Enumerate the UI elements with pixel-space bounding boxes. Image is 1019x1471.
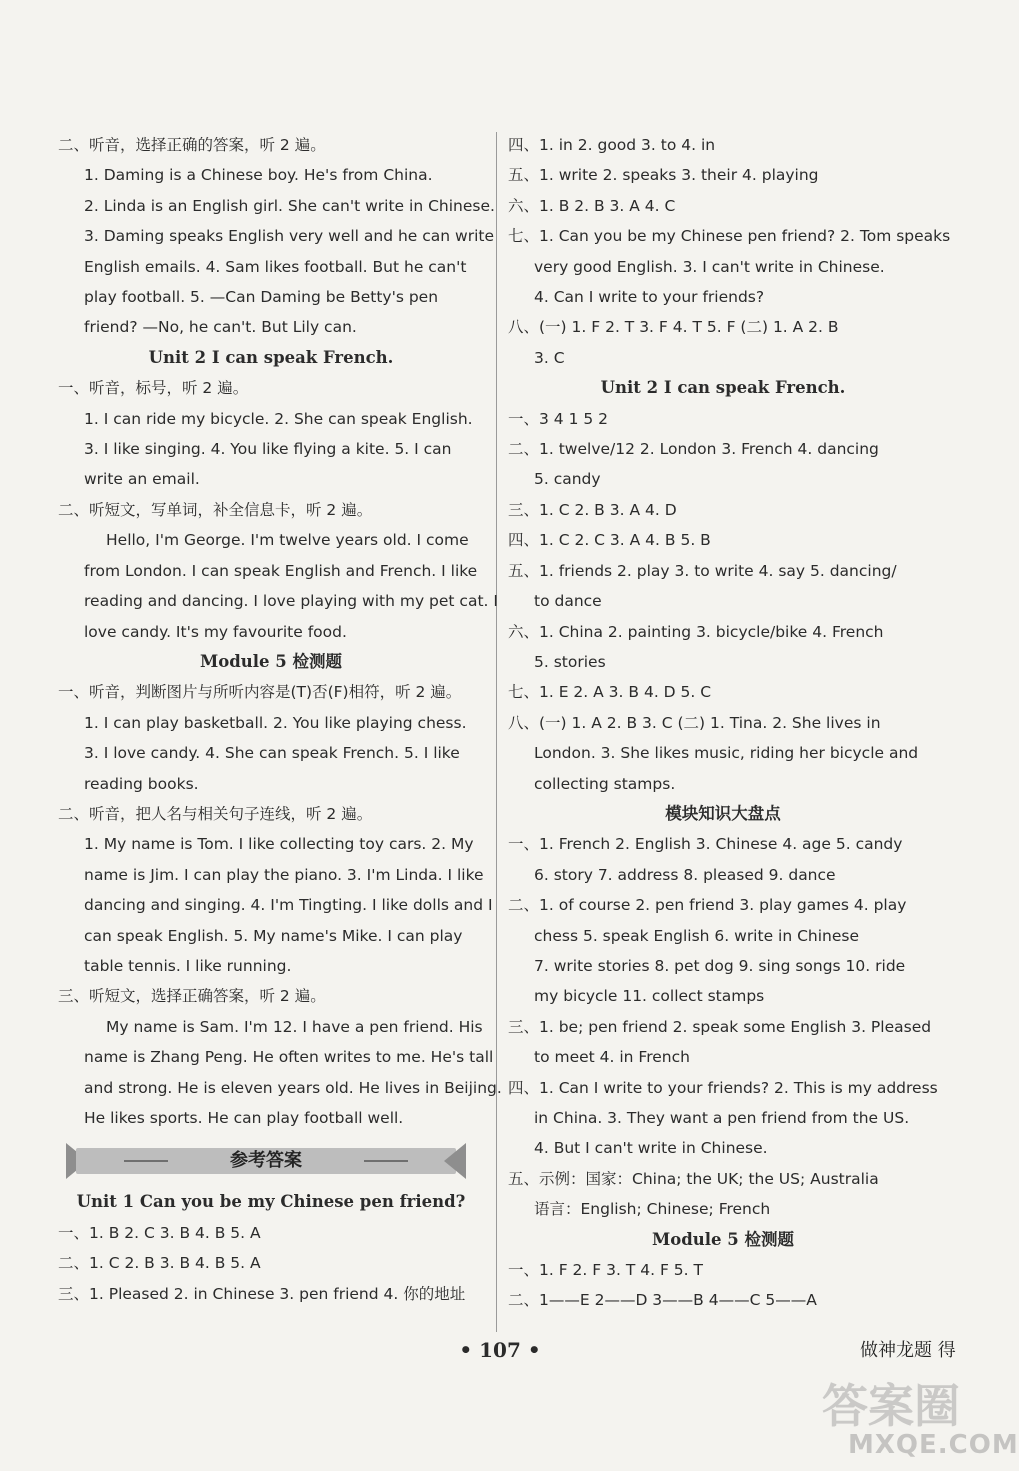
answer-line: 二、1. of course 2. pen friend 3. play games 4. play	[508, 896, 907, 915]
unit-title: Unit 1 Can you be my Chinese pen friend?	[76, 1192, 466, 1212]
text-line: English emails. 4. Sam likes football. But he can't	[84, 257, 467, 276]
text-line: dancing and singing. 4. I'm Tingting. I like dolls and I	[84, 896, 493, 915]
answer-line: 7. write stories 8. pet dog 9. sing songs 10. ride	[534, 956, 906, 975]
right-column	[508, 130, 951, 1316]
answer-line: 四、1. C 2. C 3. A 4. B 5. B	[508, 531, 711, 550]
answer-line: collecting stamps.	[534, 774, 676, 793]
answer-line: 3. C	[534, 348, 565, 367]
answer-line: 6. story 7. address 8. pleased 9. dance	[534, 865, 836, 884]
answer-line: 一、3 4 1 5 2	[508, 409, 609, 428]
text-line: love candy. It's my favourite food.	[84, 622, 347, 641]
left-column	[58, 130, 502, 1309]
answer-line: 三、1. C 2. B 3. A 4. D	[508, 500, 677, 519]
answer-line: 八、(一) 1. F 2. T 3. F 4. T 5. F (二) 1. A 2. B	[508, 318, 839, 337]
answer-line: 语言：English; Chinese; French	[534, 1200, 771, 1219]
answer-line: to meet 4. in French	[534, 1048, 690, 1067]
text-line: from London. I can speak English and French. I like	[84, 561, 478, 580]
answer-line: in China. 3. They want a pen friend from the US.	[534, 1109, 910, 1127]
text-line: reading and dancing. I love playing with my pet cat. I	[84, 592, 498, 611]
answer-line: very good English. 3. I can't write in Chinese.	[534, 257, 885, 276]
answer-line: 三、1. be; pen friend 2. speak some English 3. Pleased	[508, 1017, 932, 1036]
answer-line: 4. Can I write to your friends?	[534, 288, 765, 307]
answer-line: 三、1. Pleased 2. in Chinese 3. pen friend 4. 你的地址	[58, 1284, 466, 1303]
answer-line: 二、1. C 2. B 3. B 4. B 5. A	[58, 1254, 261, 1273]
unit-title: Unit 2 I can speak French.	[600, 378, 846, 398]
answer-line: 五、示例：国家：China; the UK; the US; Australia	[508, 1169, 879, 1188]
text-line: 1. I can ride my bicycle. 2. She can speak English.	[84, 409, 473, 428]
answer-line: 六、1. B 2. B 3. A 4. C	[508, 196, 676, 215]
text-line: My name is Sam. I'm 12. I have a pen friend. His	[106, 1017, 483, 1036]
text-line: 3. I like singing. 4. You like flying a kite. 5. I can	[84, 440, 452, 459]
section-heading: 一、听音，标号，听 2 遍。	[58, 379, 249, 398]
text-line: table tennis. I like running.	[84, 956, 292, 975]
text-line: 1. My name is Tom. I like collecting toy cars. 2. My	[84, 835, 474, 854]
answer-line: London. 3. She likes music, riding her bicycle and	[534, 744, 919, 763]
answer-line: 四、1. in 2. good 3. to 4. in	[508, 136, 716, 154]
watermark-logo: 答案圈	[822, 1379, 960, 1433]
text-line: He likes sports. He can play football well.	[84, 1109, 404, 1127]
text-line: Hello, I'm George. I'm twelve years old. I come	[106, 531, 469, 550]
answer-key-banner	[66, 1139, 466, 1183]
module-title: Module 5 检测题	[199, 651, 343, 671]
text-line: 1. Daming is a Chinese boy. He's from China.	[84, 166, 433, 185]
section-heading: 三、听短文，选择正确答案，听 2 遍。	[58, 987, 326, 1006]
section-heading: 一、听音，判断图片与所听内容是(T)否(F)相符，听 2 遍。	[58, 683, 462, 702]
answer-line: 5. candy	[534, 470, 601, 489]
page-number: • 107 •	[459, 1338, 541, 1362]
text-line: play football. 5. —Can Daming be Betty's pen	[84, 288, 439, 307]
text-line: 2. Linda is an English girl. She can't write in Chinese.	[84, 196, 495, 215]
module-title: Module 5 检测题	[651, 1229, 795, 1249]
text-line: name is Zhang Peng. He often writes to me. He's tall	[84, 1048, 494, 1067]
answer-line: 六、1. China 2. painting 3. bicycle/bike 4. French	[508, 622, 884, 641]
review-title: 模块知识大盘点	[665, 803, 781, 823]
answer-line: 一、1. B 2. C 3. B 4. B 5. A	[58, 1223, 261, 1242]
text-line: 1. I can play basketball. 2. You like playing chess.	[84, 713, 467, 732]
brand-text: 做神龙题 得	[860, 1340, 956, 1361]
text-line: reading books.	[84, 774, 199, 793]
text-line: name is Jim. I can play the piano. 3. I'm Linda. I like	[84, 865, 484, 884]
answer-line: 四、1. Can I write to your friends? 2. This is my address	[508, 1078, 938, 1097]
answer-line: 七、1. Can you be my Chinese pen friend? 2. Tom speaks	[508, 227, 951, 246]
text-line: can speak English. 5. My name's Mike. I can play	[84, 926, 463, 945]
answer-line: 八、(一) 1. A 2. B 3. C (二) 1. Tina. 2. She lives in	[508, 713, 881, 732]
answer-line: 五、1. friends 2. play 3. to write 4. say 5. dancing/	[508, 561, 897, 580]
answer-line: to dance	[534, 592, 602, 611]
unit-title: Unit 2 I can speak French.	[148, 347, 394, 367]
text-line: and strong. He is eleven years old. He lives in Beijing.	[84, 1078, 502, 1097]
answer-line: 一、1. French 2. English 3. Chinese 4. age 5. candy	[508, 835, 903, 854]
answer-line: 5. stories	[534, 652, 606, 671]
column-divider	[496, 132, 497, 1332]
answer-line: chess 5. speak English 6. write in Chinese	[534, 926, 860, 945]
section-heading: 二、听音，选择正确的答案，听 2 遍。	[58, 136, 326, 154]
answer-line: 五、1. write 2. speaks 3. their 4. playing	[508, 166, 819, 185]
text-line: friend? —No, he can't. But Lily can.	[84, 318, 357, 337]
answer-line: 一、1. F 2. F 3. T 4. F 5. T	[508, 1261, 703, 1280]
section-heading: 二、听音，把人名与相关句子连线，听 2 遍。	[58, 804, 373, 823]
answer-line: 二、1. twelve/12 2. London 3. French 4. dancing	[508, 440, 879, 459]
answer-line: 二、1——E 2——D 3——B 4——C 5——A	[508, 1291, 817, 1310]
text-line: write an email.	[84, 470, 200, 489]
answer-line: 4. But I can't write in Chinese.	[534, 1139, 768, 1158]
watermark-url: MXQE.COM	[848, 1430, 1019, 1460]
text-line: 3. Daming speaks English very well and he can write	[84, 227, 495, 246]
section-heading: 二、听短文，写单词，补全信息卡，听 2 遍。	[58, 500, 373, 519]
answer-line: my bicycle 11. collect stamps	[534, 987, 765, 1006]
answer-line: 七、1. E 2. A 3. B 4. D 5. C	[508, 683, 712, 702]
banner-title: 参考答案	[230, 1150, 302, 1172]
text-line: 3. I love candy. 4. She can speak French. 5. I like	[84, 744, 460, 763]
